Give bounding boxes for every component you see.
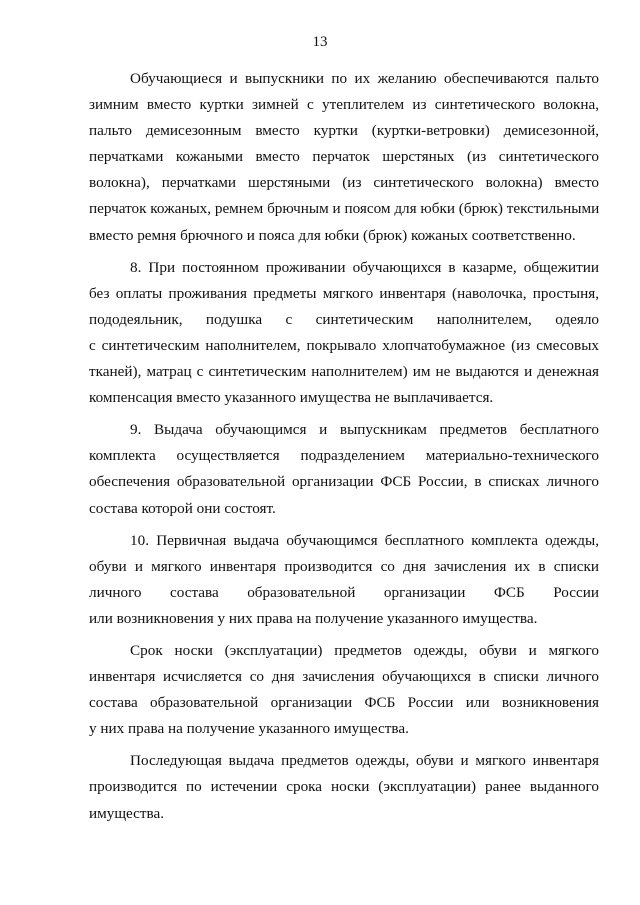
- text-line: состава которой они состоят.: [89, 499, 276, 517]
- text-line: комплекта осуществляется подразделением материально-технического: [89, 447, 599, 465]
- text-line: 10. Первичная выдача обучающимся бесплатного комплекта одежды,: [130, 531, 599, 549]
- text-line: обеспечения образовательной организации ФСБ России, в списках личного: [89, 473, 599, 491]
- text-line: инвентаря исчисляется со дня зачисления обучающихся в списки личного: [89, 668, 599, 686]
- text-line: волокна), перчатками шерстяными (из синтетического волокна) вместо: [89, 174, 599, 192]
- text-line: вместо ремня брючного и пояса для юбки (брюк) кожаных соответственно.: [89, 226, 576, 244]
- text-line: перчаток кожаных, ремнем брючным и поясом для юбки (брюк) текстильными: [89, 200, 600, 218]
- text-line: пальто демисезонным вместо куртки (куртки-ветровки) демисезонной,: [89, 122, 599, 140]
- paragraph-wear-period: [89, 638, 599, 742]
- text-line: без оплаты проживания предметы мягкого инвентаря (наволочка, простыня,: [89, 284, 599, 302]
- text-line: перчатками кожаными вместо перчаток шерстяных (из синтетического: [89, 148, 599, 166]
- text-line: обуви и мягкого инвентаря производится со дня зачисления их в списки: [89, 557, 599, 575]
- text-line: имущества.: [89, 804, 165, 822]
- text-line: компенсация вместо указанного имущества не выплачивается.: [89, 389, 494, 407]
- text-line: с синтетическим наполнителем, покрывало хлопчатобумажное (из смесовых: [89, 336, 599, 354]
- text-line: у них права на получение указанного имущества.: [89, 720, 409, 738]
- text-line: зимним вместо куртки зимней с утеплителем из синтетического волокна,: [89, 96, 599, 114]
- paragraph-subsequent-issue: [89, 748, 599, 826]
- text-line: тканей), матрац с синтетическим наполнителем) им не выдаются и денежная: [89, 363, 599, 381]
- text-line: личного состава образовательной организации ФСБ России: [89, 583, 599, 601]
- text-line: состава образовательной организации ФСБ России или возникновения: [89, 694, 599, 712]
- text-line: пододеяльник, подушка с синтетическим наполнителем, одеяло: [89, 310, 599, 328]
- text-line: Последующая выдача предметов одежды, обуви и мягкого инвентаря: [130, 752, 599, 770]
- text-line: Обучающиеся и выпускники по их желанию обеспечиваются пальто: [130, 70, 599, 87]
- text-line: 9. Выдача обучающимся и выпускникам предметов бесплатного: [130, 421, 599, 439]
- paragraph-outerwear-substitution: [89, 66, 599, 249]
- text-line: Срок носки (эксплуатации) предметов одежды, обуви и мягкого: [130, 641, 599, 659]
- document-body: [89, 66, 599, 827]
- paragraph-item-9: [89, 417, 599, 521]
- text-line: производится по истечении срока носки (эксплуатации) ранее выданного: [89, 778, 599, 796]
- paragraph-item-8: [89, 255, 599, 412]
- text-line: 8. При постоянном проживании обучающихся в казарме, общежитии: [130, 258, 599, 276]
- paragraph-item-10: [89, 528, 599, 632]
- page-number: 13: [312, 34, 328, 50]
- text-line: или возникновения у них права на получение указанного имущества.: [89, 609, 538, 627]
